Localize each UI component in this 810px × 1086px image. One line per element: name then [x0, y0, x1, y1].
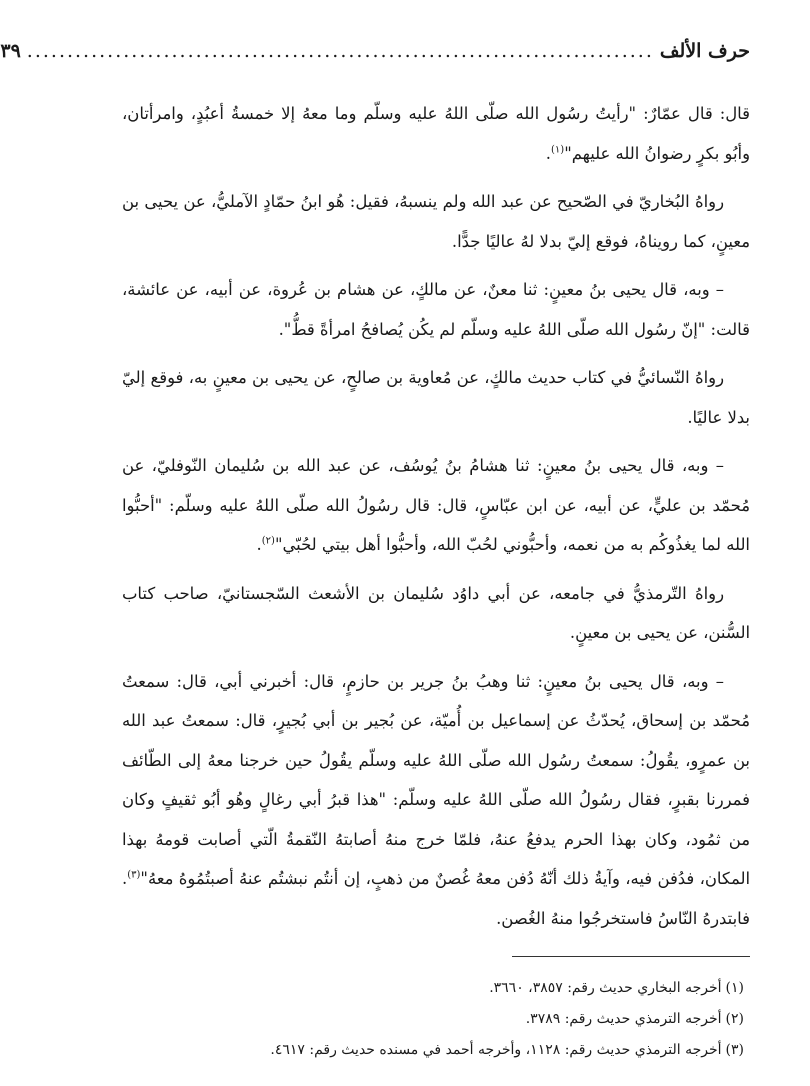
paragraph-text: – وبه، قال يحيى بنُ معينٍ: ثنا وهبُ بنُ جرير بن حازمٍ، قال: أخبرني أبي، قال: سمعتُ مُحمّد بن إسحاق، يُحدّثُ عن إسماعيل بن أُميّة، عن بُجير بن أبي بُجيرٍ، قال: سمعتُ عبد الله بن عمرٍو، يقُولُ: سمعتُ رسُول الله صلّى اللهُ عليه وسلّم يقُولُ حين خرجنا معهُ إلى الطّائف فمررنا بقبرٍ، فقال رسُولُ الله صلّى اللهُ عليه وسلّم: "هذا قبرُ أبي رغالٍ وهُو أبُو ثقيفٍ وكان من ثمُود، وكان بهذا الحرم يدفعُ عنهُ، فلمّا خرج منهُ أصابتهُ النّقمةُ الّتي أصابت قومهُ بهذا المكان، فدُفن فيه، وآيةُ ذلك أنّهُ دُفن معهُ غُصنٌ من ذهبٍ، إن أنتُم نبشتُم عنهُ أصبتُمُوهُ معهُ" — [122, 671, 750, 888]
paragraph-tail: . — [256, 535, 262, 554]
paragraph-text: – وبه، قال يحيى بنُ معينٍ: ثنا معنٌ، عن مالكٍ، عن هشام بن عُروة، عن أبيه، عن عائشة، قالت: "إنّ رسُول الله صلّى اللهُ عليه وسلّم لم يكُن يُصافحُ امرأةً قطُّ". — [122, 280, 750, 339]
footnote-text: أخرجه البخاري حديث رقم: ٣٨٥٧، ٣٦٦٠. — [489, 980, 722, 996]
footnote-marker: (٢) — [261, 535, 275, 547]
paragraph-nasai-note — [122, 358, 750, 437]
header-leader-dots: .............................................................................. — [26, 40, 654, 62]
footnote-marker: (١) — [551, 144, 565, 156]
footnote-1 — [122, 973, 750, 1004]
paragraph-text: – وبه، قال يحيى بنُ معينٍ: ثنا هشامُ بنُ يُوسُف، عن عبد الله بن سُليمان النّوفليّ، عن مُحمّد بن عليٍّ، عن أبيه، عن ابن عبّاسٍ، قال: قال رسُولُ الله صلّى اللهُ عليه وسلّم: "أحبُّوا الله لما يغذُوكُم به من نعمه، وأحبُّوني لحُبّ الله، وأحبُّوا أهل بيتي لحُبّي" — [122, 456, 750, 554]
main-text — [122, 94, 750, 938]
footnote-number: (٣) — [725, 1042, 744, 1058]
paragraph-ibn-abbas-hadith — [122, 446, 750, 565]
running-header — [0, 40, 750, 74]
paragraph-text: رواهُ البُخاريّ في الصّحيح عن عبد الله ولم ينسبهُ، فقيل: هُو ابنُ حمّادٍ الآمليُّ، عن يحيى بن معينٍ، كما رويناهُ، فوقع إليّ بدلا لهُ عاليًا جدًّا. — [122, 192, 750, 251]
footnote-number: (٢) — [725, 1011, 744, 1027]
paragraph-text: رواهُ النّسائيُّ في كتاب حديث مالكٍ، عن مُعاوية بن صالحٍ، عن يحيى بن معينٍ به، فوقع إليّ بدلا عاليًا. — [122, 368, 750, 427]
footnote-marker: (٣) — [127, 869, 141, 881]
footnote-3 — [122, 1035, 750, 1066]
paragraph-tirmidhi-note — [122, 574, 750, 653]
footnote-text: أخرجه الترمذي حديث رقم: ٣٧٨٩. — [525, 1011, 722, 1027]
paragraph-aisha-hadith — [122, 270, 750, 349]
footnote-2 — [122, 1004, 750, 1035]
paragraph-tail: . — [545, 143, 551, 163]
paragraph-ammar-quote — [122, 94, 750, 173]
footnote-text: أخرجه الترمذي حديث رقم: ١١٢٨، وأخرجه أحمد في مسنده حديث رقم: ٤٦١٧. — [270, 1042, 722, 1058]
paragraph-abu-righal-hadith — [122, 662, 750, 939]
paragraph-bukhari-note — [122, 182, 750, 261]
paragraph-text: قال: قال عمّارٌ: "رأيتُ رسُول الله صلّى اللهُ عليه وسلّم وما معهُ إلا خمسةُ أعبُدٍ، وامرأتان، وأبُو بكرٍ رضوانُ الله عليهم" — [122, 104, 750, 163]
book-page — [0, 40, 750, 1066]
paragraph-tail: . فابتدرهُ النّاسُ فاستخرجُوا منهُ الغُصن. — [122, 869, 750, 928]
paragraph-text: رواهُ التّرمذيُّ في جامعه، عن أبي داوُد سُليمان بن الأشعث السّجستانيّ، صاحب كتاب السُّنن، عن يحيى بن معينٍ. — [122, 583, 750, 642]
chapter-title: حرف الألف — [659, 40, 750, 62]
footnotes — [122, 973, 750, 1066]
footnote-divider — [512, 956, 750, 957]
footnote-number: (١) — [725, 980, 744, 996]
page-number: ٣٩ — [0, 40, 21, 62]
